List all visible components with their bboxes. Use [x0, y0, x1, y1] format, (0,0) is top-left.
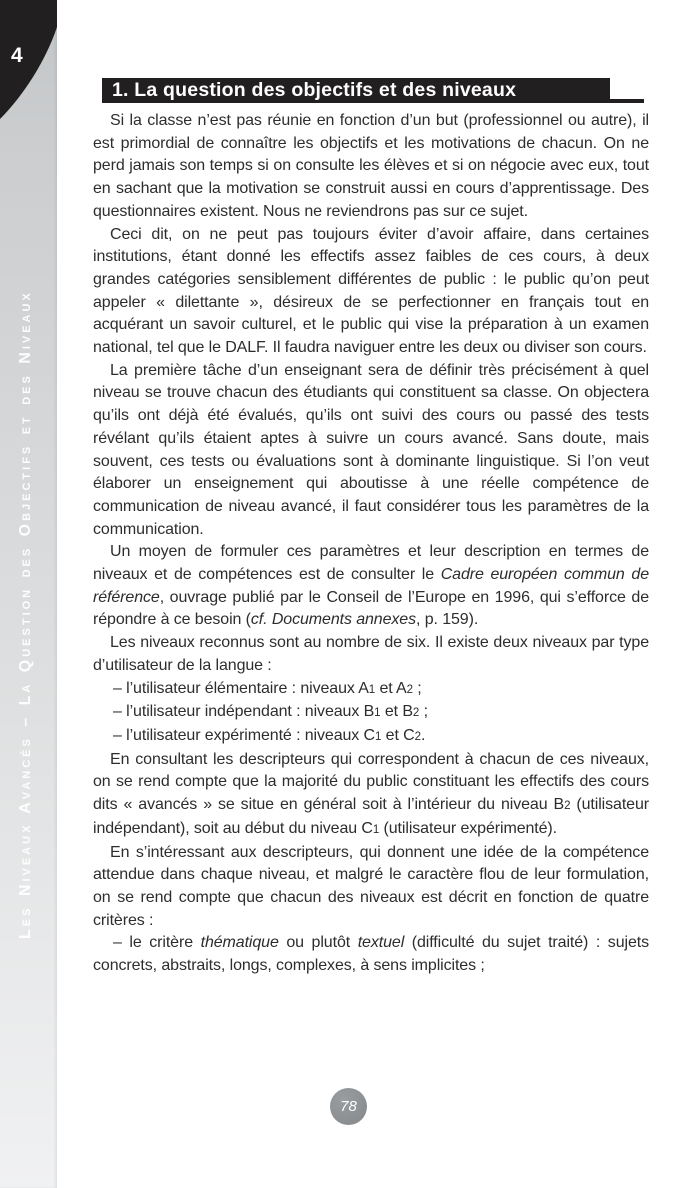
list-item: – le critère thématique ou plutôt textuel (difficulté du sujet traité) : sujets concrets, abstraits, longs, complexes, à sens implicites ; [93, 934, 649, 975]
body-text [93, 110, 649, 978]
list-item: – l’utilisateur élémentaire : niveaux A1 et A2 ; [113, 679, 422, 697]
section-title: 1. La question des objectifs et des niveaux [112, 79, 517, 101]
paragraph: En consultant les descripteurs qui correspondent à chacun de ces niveaux, on se rend compte que la majorité du public constituant les effectifs des cours dits « avancés » se situe en général soit à l’intérieur du niveau B2 (utilisateur indépendant), soit au début du niveau C1 (utilisateur expérimenté). [93, 750, 649, 837]
corner-black-shape [0, 0, 57, 120]
sidebar-vertical-title: Les Niveaux Avancés – La Question des Objectifs et des Niveaux [17, 290, 34, 939]
list-item: – l’utilisateur indépendant : niveaux B1 et B2 ; [113, 703, 428, 721]
paragraph: Un moyen de formuler ces paramètres et leur description en termes de niveaux et de compétences est de consulter le Cadre européen commun de référence, ouvrage publié par le Conseil de l’Europe en 1996, qui s’efforce de répondre à ce besoin (cf. Documents annexes, p. 159). [93, 543, 649, 629]
sidebar-band [0, 0, 57, 1188]
paragraph: Ceci dit, on ne peut pas toujours éviter d’avoir affaire, dans certaines institutions, étant donné les effectifs assez faibles de ces cours, à deux grandes catégories sensiblement différentes de public : le public qu’on peut appeler « dilettante », désireux de se perfectionner en français tout en acquérant un savoir culturel, et le public qui vise la préparation à un examen national, tel que le DALF. Il faudra naviguer entre les deux ou diviser son cours. [93, 225, 649, 357]
paragraph: En s’intéressant aux descripteurs, qui donnent une idée de la compétence attendue dans chaque niveau, et malgré le caractère flou de leur formulation, on se rend compte que chacun des niveaux est décrit en fonction de quatre critères : [93, 843, 649, 929]
paragraph: La première tâche d’un enseignant sera de définir très précisément à quel niveau se trouve chacun des étudiants qui constituent sa classe. On objectera qu’ils ont déjà été évalués, qu’ils ont suivi des cours ou passé des tests révélant qu’ils étaient aptes à suivre un cours avancé. Sans doute, mais souvent, ces tests ou évaluations sont à dominante linguistique. Si l’on veut élaborer un enseignement qui aboutisse à une réelle compétence de communication de niveau avancé, il faut considérer tous les paramètres de la communication. [93, 361, 649, 538]
page-number-badge [330, 1088, 367, 1125]
title-underline [604, 99, 644, 103]
paragraph: Si la classe n’est pas réunie en fonction d’un but (professionnel ou autre), il est primordial de connaître les objectifs et les motivations de chacun. On ne perd jamais son temps si on consulte les élèves et si on négocie avec eux, tout en sachant que la motivation se construit aussi en cours d’apprentissage. Des questionnaires existent. Nous ne reviendrons pas sur ce sujet. [93, 112, 649, 220]
chapter-number: 4 [11, 44, 23, 67]
section-title-bar [102, 78, 610, 103]
list-item: – l’utilisateur expérimenté : niveaux C1 et C2. [113, 726, 426, 744]
page-number: 78 [340, 1098, 357, 1115]
paragraph: Les niveaux reconnus sont au nombre de six. Il existe deux niveaux par type d’utilisateur de la langue : [93, 634, 649, 674]
